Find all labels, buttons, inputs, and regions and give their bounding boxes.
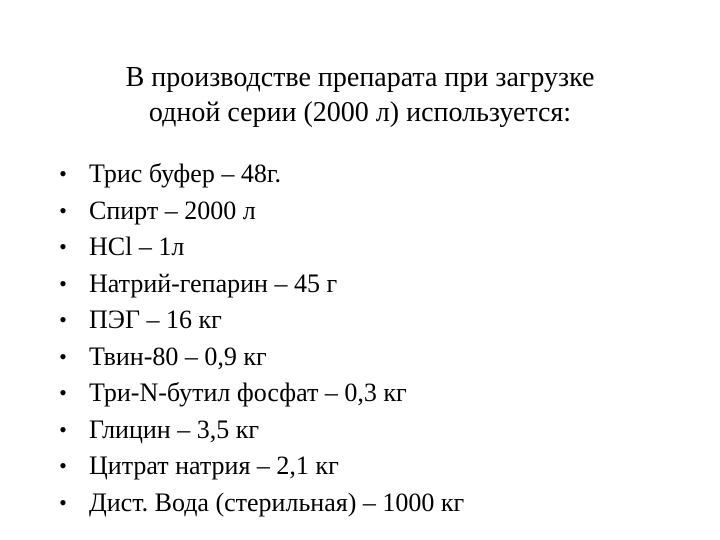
bullet-icon: • <box>59 453 67 478</box>
list-item-text: Глицин – 3,5 кг <box>89 414 260 444</box>
bullet-icon: • <box>59 416 67 442</box>
ingredient-list <box>56 156 696 521</box>
list-item <box>56 412 696 449</box>
bullet-icon: • <box>59 270 67 296</box>
list-item <box>56 302 696 339</box>
list-item-text: Три-N-бутил фосфат – 0,3 кг <box>89 378 407 407</box>
list-item <box>56 339 696 376</box>
list-item <box>56 266 696 303</box>
list-item <box>56 485 696 522</box>
list-item-text: Спирт – 2000 л <box>89 195 256 225</box>
bullet-icon: • <box>59 161 67 186</box>
list-item-text: Натрий-гепарин – 45 г <box>89 268 338 298</box>
list-item <box>56 156 696 193</box>
list-item <box>56 375 696 412</box>
slide-title <box>60 60 660 130</box>
list-item-text: Дист. Вода (стерильная) – 1000 кг <box>89 487 465 517</box>
list-item-text: HCl – 1л <box>89 232 185 261</box>
bullet-icon: • <box>59 307 67 332</box>
bullet-icon: • <box>59 197 67 223</box>
list-item-text: Трис буфер – 48г. <box>89 159 282 188</box>
list-item <box>56 229 696 266</box>
bullet-icon: • <box>59 380 67 405</box>
list-item <box>56 193 696 230</box>
list-item-text: Твин-80 – 0,9 кг <box>89 341 267 371</box>
bullet-icon: • <box>59 489 67 515</box>
bullet-icon: • <box>59 234 67 259</box>
list-item-text: ПЭГ – 16 кг <box>89 305 222 334</box>
slide-title-line-2: одной серии (2000 л) используется: <box>148 97 572 128</box>
list-item-text: Цитрат натрия – 2,1 кг <box>89 451 339 480</box>
list-item <box>56 448 696 485</box>
bullet-icon: • <box>59 343 67 369</box>
slide-title-line-1: В производстве препарата при загрузке <box>125 62 595 93</box>
